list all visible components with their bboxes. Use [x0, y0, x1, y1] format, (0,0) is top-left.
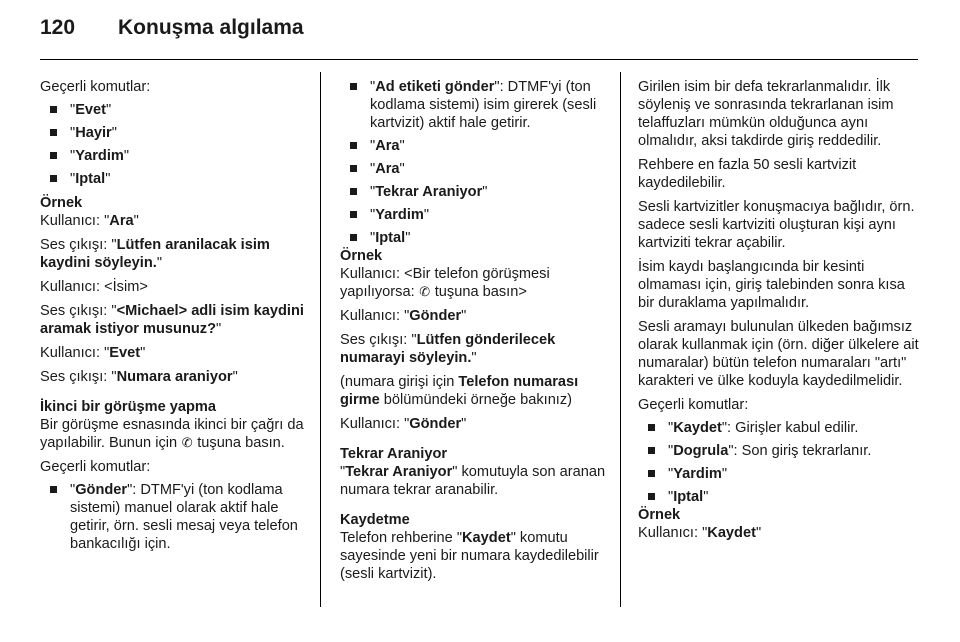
example-line: Ses çıkışı: "<Michael> adli isim kaydini aramak istiyor musunuz?" [40, 303, 304, 337]
paragraph: Girilen isim bir defa tekrarlanmalıdır. İlk söyleniş ve sonrasında tekrarlanan isim telaffuzları mümkün olduğunca aynı olmalıdır, aksi takdirde giriş reddedilir. [638, 79, 894, 149]
list-item: "Hayir" [48, 124, 310, 142]
example-heading: Örnek [638, 507, 681, 523]
paragraph: Sesli kartvizitler konuşmacıya bağlıdır, örn. sadece sesli kartviziti oluşturan kişi aynı kartviziti tekrar açabilir. [638, 199, 915, 251]
list-item: "Evet" [48, 101, 310, 119]
list-item: "Yardim" [348, 206, 615, 224]
column-1 [40, 78, 310, 559]
list-item: "Ad etiketi gönder": DTMF'yi (ton kodlama sistemi) isim girerek (sesli kartvizit) aktif hale getirir. [348, 78, 615, 132]
example-line: Ses çıkışı: "Lütfen aranilacak isim kaydini söyleyin." [40, 237, 270, 271]
paragraph: İsim kaydı başlangıcında bir kesinti olmaması için, giriş talebinden sonra kısa bir duraklama yapılmalıdır. [638, 259, 905, 311]
paragraph: (numara girişi için Telefon numarası girme bölümündeki örneğe bakınız) [340, 374, 579, 408]
header-divider [40, 59, 918, 60]
list-item: "Ara" [348, 160, 615, 178]
list-item: "Dogrula": Son giriş tekrarlanır. [646, 442, 920, 460]
column-divider-1 [320, 72, 321, 607]
example-heading: Örnek [340, 248, 383, 264]
valid-commands-intro: Geçerli komutlar: [40, 459, 151, 475]
example-line: Kullanıcı: "Ara" [40, 213, 139, 229]
list-item: "Iptal" [48, 170, 310, 188]
example-line: Ses çıkışı: "Numara araniyor" [40, 369, 238, 385]
column-2 [340, 78, 615, 589]
example-line: Kullanıcı: <Bir telefon görüşmesi yapılıyorsa: ✆ tuşuna basın> [340, 266, 550, 300]
list-item: "Tekrar Araniyor" [348, 183, 615, 201]
command-list [40, 101, 310, 188]
column-3 [638, 78, 920, 548]
command-list [340, 78, 615, 247]
paragraph: Telefon rehberine "Kaydet" komutu sayesinde yeni bir numara kaydedilebilir (sesli kartvizit). [340, 530, 599, 582]
list-item: "Iptal" [348, 229, 615, 247]
list-item: "Ara" [348, 137, 615, 155]
list-item: "Yardim" [646, 465, 920, 483]
example-line: Kullanıcı: "Kaydet" [638, 525, 762, 541]
example-line: Kullanıcı: "Gönder" [340, 416, 467, 432]
paragraph: "Tekrar Araniyor" komutuyla son aranan numara tekrar aranabilir. [340, 464, 606, 498]
valid-commands-intro: Geçerli komutlar: [40, 79, 151, 95]
section-heading: Tekrar Araniyor [340, 446, 448, 462]
page-number: 120 [40, 16, 76, 39]
example-line: Kullanıcı: "Gönder" [340, 308, 467, 324]
valid-commands-intro: Geçerli komutlar: [638, 397, 749, 413]
example-line: Kullanıcı: "Evet" [40, 345, 146, 361]
command-list [638, 419, 920, 506]
paragraph: Rehbere en fazla 50 sesli kartvizit kaydedilebilir. [638, 157, 857, 191]
paragraph: Bir görüşme esnasında ikinci bir çağrı da yapılabilir. Bunun için ✆ tuşuna basın. [40, 417, 304, 451]
list-item: "Iptal" [646, 488, 920, 506]
paragraph: Sesli aramayı bulunulan ülkeden bağımsız olarak kullanmak için (örn. diğer ülkelere ait numaralar) bütün telefon numaraları "artı" karakteri ve ülke koduyla kaydedilmelidir. [638, 319, 919, 389]
section-heading: İkinci bir görüşme yapma [40, 399, 216, 415]
phone-pickup-icon: ✆ [419, 284, 431, 299]
example-line: Kullanıcı: <İsim> [40, 279, 148, 295]
section-heading: Kaydetme [340, 512, 410, 528]
example-heading: Örnek [40, 195, 83, 211]
phone-pickup-icon: ✆ [181, 435, 193, 450]
command-list [40, 481, 310, 553]
column-divider-2 [620, 72, 621, 607]
list-item: "Gönder": DTMF'yi (ton kodlama sistemi) manuel olarak aktif hale getirir, örn. sesli mesaj veya telefon bankacılığı için. [48, 481, 310, 553]
page-header [40, 16, 304, 50]
example-line: Ses çıkışı: "Lütfen gönderilecek numarayi söyleyin." [340, 332, 556, 366]
page-title: Konuşma algılama [118, 16, 304, 39]
list-item: "Kaydet": Girişler kabul edilir. [646, 419, 920, 437]
list-item: "Yardim" [48, 147, 310, 165]
